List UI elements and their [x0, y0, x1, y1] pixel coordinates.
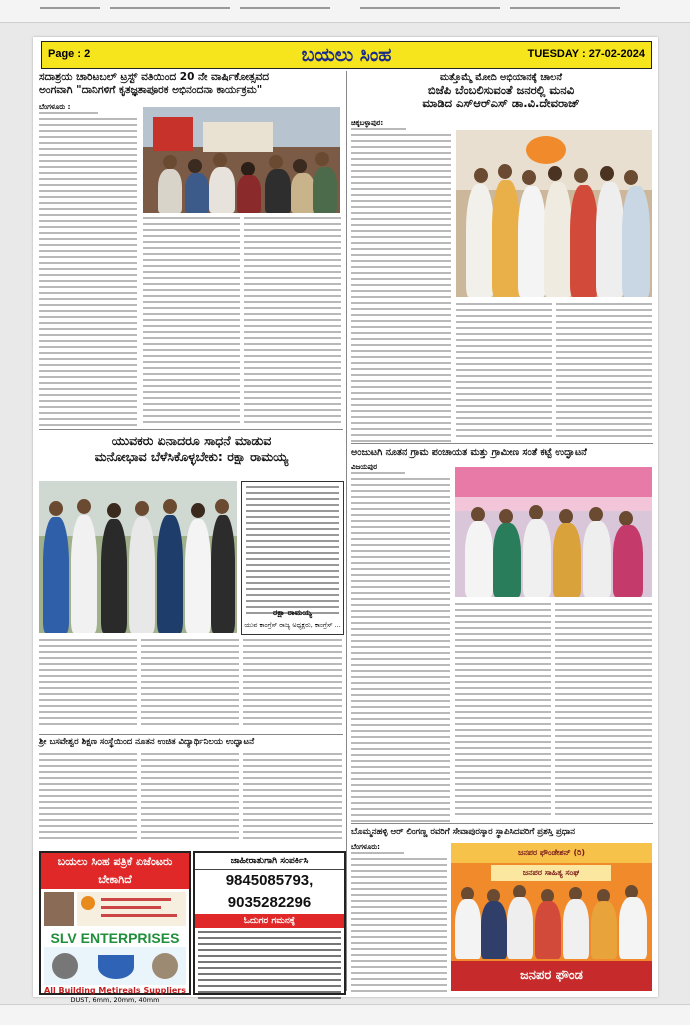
article-4-text-col1: [351, 463, 450, 819]
masthead: [41, 41, 652, 69]
article-3-photo: [39, 481, 237, 633]
event-banner-middle: ಜನಪರ ಸಾಹಿತ್ಯ ಸಂಘ: [491, 865, 611, 881]
article-1-headline-line1: ಸದಾಶ್ರಯ ಚಾರಿಟಬಲ್ ಟ್ರಸ್ಟ್ ವತಿಯಿಂದ 20 ನೇ ವಾರ್ಷಿಕೋತ್ಸವದ: [39, 71, 269, 83]
advertising-contact-ad: [193, 851, 346, 995]
ad-1-tagline: All Building Metireals Suppliers: [44, 986, 186, 995]
divider-right-2: [351, 823, 653, 824]
previous-page-strip: [0, 0, 690, 23]
article-2-kicker: ಮತ್ತೊಮ್ಮೆ ಮೋದಿ ಅಭಿಯಾನಕ್ಕೆ ಚಾಲನೆ: [439, 72, 563, 83]
article-3-headline-line1: ಯುವಕರು ಏನಾದರೂ ಸಾಧನೆ ಮಾಡುವ: [111, 433, 272, 448]
article-2-headline: [351, 71, 651, 110]
article-3-text-col2: [141, 639, 239, 731]
ad-2-phone-number: 9845085793, 9035282296: [225, 872, 314, 911]
article-2-text-col3: [556, 303, 652, 439]
article-3-text-col3: [243, 639, 342, 731]
newspaper-page: [33, 37, 658, 1004]
article-2-text-col1: [351, 119, 451, 439]
ad-1-header: ಬಯಲು ಸಿಂಹ ಪತ್ರಿಕೆ ಏಜೆಂಟರು ಬೇಕಾಗಿದೆ: [41, 853, 189, 889]
ad-2-header: ಜಾಹೀರಾತುಗಾಗಿ ಸಂಪರ್ಕಿಸಿ: [195, 853, 344, 870]
article-1-text-col1: [39, 103, 137, 425]
article-5-text-col1: [39, 753, 137, 845]
divider-left-1: [39, 429, 343, 430]
article-4-text-col3: [555, 603, 652, 819]
article-3-quote-name: ರಕ್ಷಾ ರಾಮಯ್ಯ: [272, 608, 313, 617]
article-6-dateline: ಬೆಂಗಳೂರು:: [351, 843, 380, 851]
article-4-text-col2: [455, 603, 551, 819]
event-banner-top: ಜನಪರ ಫೌಂಡೇಶನ್ (ರಿ): [451, 843, 652, 863]
article-6-text-col1: [351, 843, 447, 991]
article-5-text-col3: [243, 753, 342, 845]
article-3-quote-role: ಯುವ ಕಾಂಗ್ರೆಸ್ ರಾಜ್ಯ ಅಧ್ಯಕ್ಷರು, ಕಾಂಗ್ರೆಸ್ ...: [244, 621, 341, 629]
article-4-dateline: ವಿಜಯಪುರ: [351, 463, 378, 471]
article-3-headline-line2: ಮನೋಭಾವ ಬೆಳೆಸಿಕೊಳ್ಳಬೇಕು: ರಕ್ಷಾ ರಾಮಯ್ಯ: [94, 449, 289, 464]
article-2-dateline: ಚಿಕ್ಕಬಳ್ಳಾಪುರ:: [351, 119, 384, 127]
article-3-text-col1: [39, 639, 137, 731]
ad-1-portrait-photo: [44, 892, 74, 926]
article-4-headline: ಅಂಜುಟಗಿ ನೂತನ ಗ್ರಾಮ ಪಂಚಾಯತ ಮತ್ತು ಗ್ರಾಮೀಣ ಸಂತೆ ಕಟ್ಟೆ ಉದ್ಘಾಟನೆ: [351, 447, 587, 458]
article-2-photo: [456, 130, 652, 297]
article-6-headline: ಬೊಮ್ಮನಹಳ್ಳಿ ಆರ್ ಲಿಂಗಣ್ಣ ರವರಿಗೆ ಸೇವಾಪುರಸ್ಕಾರ ಸ್ಥಾಪಿಸಿದವರಿಗೆ ಪ್ರಶಸ್ತಿ ಪ್ರಧಾನ: [351, 827, 576, 837]
article-5-text-col2: [141, 753, 239, 845]
article-5-headline: ಶ್ರೀ ಬಸವೇಶ್ವರ ಶಿಕ್ಷಣ ಸಂಸ್ಥೆಯಿಂದ ನೂತನ ಉಚಿತ ವಿದ್ಯಾರ್ಥಿನಿಲಯ ಉದ್ಘಾಟನೆ: [39, 737, 255, 747]
divider-right-1: [351, 443, 653, 444]
slv-enterprises-ad: [39, 851, 191, 1004]
article-1-text-col3: [244, 217, 341, 425]
article-1-headline: [39, 71, 344, 97]
stone-pile-icon: [52, 953, 78, 979]
page-number: Page : 2: [48, 48, 91, 60]
article-2-headline-line2: ಮಾಡಿದ ಎಸ್‌ಆರ್‌ಎಸ್ ಡಾ.ವಿ.ದೇವರಾಜ್: [422, 96, 580, 110]
issue-date: TUESDAY : 27-02-2024: [527, 48, 645, 60]
article-2-text-col2: [456, 303, 552, 439]
article-1-headline-line2: ಅಂಗವಾಗಿ "ದಾನಿಗಳಿಗೆ ಕೃತಜ್ಞತಾಪೂರಕ ಅಭಿನಂದನಾ ಕಾರ್ಯಕ್ರಮ": [39, 84, 263, 96]
ad-1-company-name: SLV ENTERPRISES: [50, 930, 180, 946]
article-6-photo: [451, 843, 652, 991]
paper-name: ಬಯಲು ಸಿಂಹ: [301, 44, 392, 66]
om-symbol-icon: [81, 896, 95, 910]
article-1-text-col2: [143, 217, 240, 425]
sand-pile-icon: [152, 953, 178, 979]
bottom-strip: [0, 1004, 690, 1025]
ship-logo-icon: [98, 955, 134, 979]
divider-left-2: [39, 734, 343, 735]
center-column-rule: [346, 71, 347, 991]
article-3-headline: [39, 433, 344, 465]
article-2-headline-line1: ಬಿಜೆಪಿ ಬೆಂಬಲಿಸುವಂತೆ ಜನರಲ್ಲಿ ಮನವಿ: [427, 83, 575, 97]
article-1-dateline: ಬೆಂಗಳೂರು :: [39, 103, 71, 111]
event-banner-bottom: ಜನಪರ ಫೌಂಡ: [451, 961, 652, 991]
article-1-photo: [143, 107, 340, 213]
article-4-photo: [455, 467, 652, 597]
ad-1-details: DUST, 6mm, 20mm, 40mm: [70, 996, 160, 1004]
ad-2-subheader: ಓದುಗರ ಗಮನಕ್ಕೆ: [195, 914, 344, 928]
article-3-pull-quote: [241, 481, 344, 635]
